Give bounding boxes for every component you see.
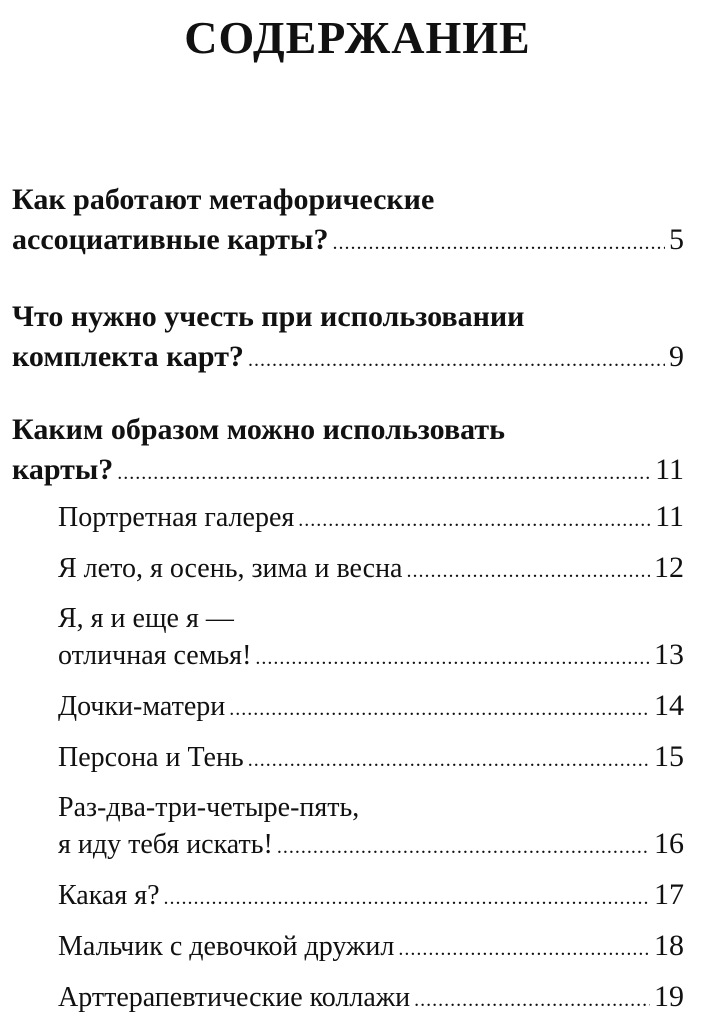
toc-section-title-line2: ассоциативные карты?	[12, 223, 329, 256]
toc-section-title-line2: карты?	[12, 453, 114, 486]
toc-entry-line	[58, 637, 684, 676]
dot-leader	[229, 691, 650, 727]
page-number: 5	[669, 223, 684, 256]
toc-subsection-title: Портретная галерея	[58, 502, 295, 533]
toc-subsection-title-line1: Я, я и еще я —	[58, 603, 234, 634]
page-number: 11	[655, 453, 684, 486]
toc-subsection-title-line2: я иду тебя искать!	[58, 829, 273, 860]
dot-leader	[248, 340, 665, 380]
toc-subsection[interactable]	[58, 979, 684, 1018]
page-number: 17	[654, 878, 684, 911]
toc-subsection-title-line2: отличная семья!	[58, 640, 252, 671]
toc-section-title-line2: комплекта карт?	[12, 340, 244, 373]
dot-leader	[414, 982, 650, 1018]
page-number: 15	[654, 740, 684, 773]
toc-entry-line	[58, 877, 684, 916]
toc-entry-line	[58, 688, 684, 727]
dot-leader	[117, 453, 651, 493]
page-number: 12	[654, 551, 684, 584]
dot-leader	[248, 742, 650, 778]
dot-leader	[398, 931, 650, 967]
toc-entry-line	[58, 739, 684, 778]
page-number: 18	[654, 929, 684, 962]
toc-subsection[interactable]	[58, 928, 684, 967]
toc-subsection[interactable]	[58, 499, 684, 538]
toc-subsection[interactable]	[58, 790, 684, 865]
toc-section-title-line1: Как работают метафорические	[12, 183, 435, 216]
toc-subsection-title: Какая я?	[58, 880, 160, 911]
page-title: СОДЕРЖАНИЕ	[184, 12, 531, 63]
toc-entry-line	[58, 979, 684, 1018]
toc-entry-line	[12, 337, 684, 380]
page-number: 19	[654, 980, 684, 1013]
toc-subsection-title: Арттерапевтические коллажи	[58, 982, 411, 1013]
toc-entry-line	[58, 499, 684, 538]
toc-entry-line	[12, 220, 684, 263]
toc-subsection-title: Я лето, я осень, зима и весна	[58, 553, 403, 584]
page-number: 9	[669, 340, 684, 373]
toc-entry-line	[12, 450, 684, 493]
toc-section[interactable]	[12, 297, 684, 380]
page-number: 13	[654, 638, 684, 671]
dot-leader	[277, 829, 650, 865]
toc-subsection-title: Персона и Тень	[58, 742, 244, 773]
toc-section[interactable]	[12, 180, 684, 263]
dot-leader	[164, 880, 650, 916]
dot-leader	[255, 640, 650, 676]
toc-subsection[interactable]	[58, 601, 684, 676]
table-of-contents	[12, 180, 684, 1018]
toc-section-title-line1: Что нужно учесть при использовании	[12, 300, 525, 333]
toc-subsection[interactable]	[58, 550, 684, 589]
toc-subsection-title: Дочки-матери	[58, 691, 226, 722]
toc-section-title-line1: Каким образом можно использовать	[12, 413, 505, 446]
dot-leader	[332, 223, 665, 263]
toc-entry-line	[58, 928, 684, 967]
page-number: 14	[654, 689, 684, 722]
page-number: 11	[655, 500, 684, 533]
toc-subsection-title-line1: Раз-два-три-четыре-пять,	[58, 792, 360, 823]
toc-subsection[interactable]	[58, 688, 684, 727]
toc-subsection-title: Мальчик с девочкой дружил	[58, 931, 395, 962]
toc-entry-line	[58, 550, 684, 589]
toc-subsection[interactable]	[58, 877, 684, 916]
page-number: 16	[654, 827, 684, 860]
dot-leader	[298, 502, 651, 538]
toc-section[interactable]	[12, 410, 684, 493]
toc-entry-line	[58, 826, 684, 865]
dot-leader	[406, 553, 650, 589]
toc-subsection[interactable]	[58, 739, 684, 778]
